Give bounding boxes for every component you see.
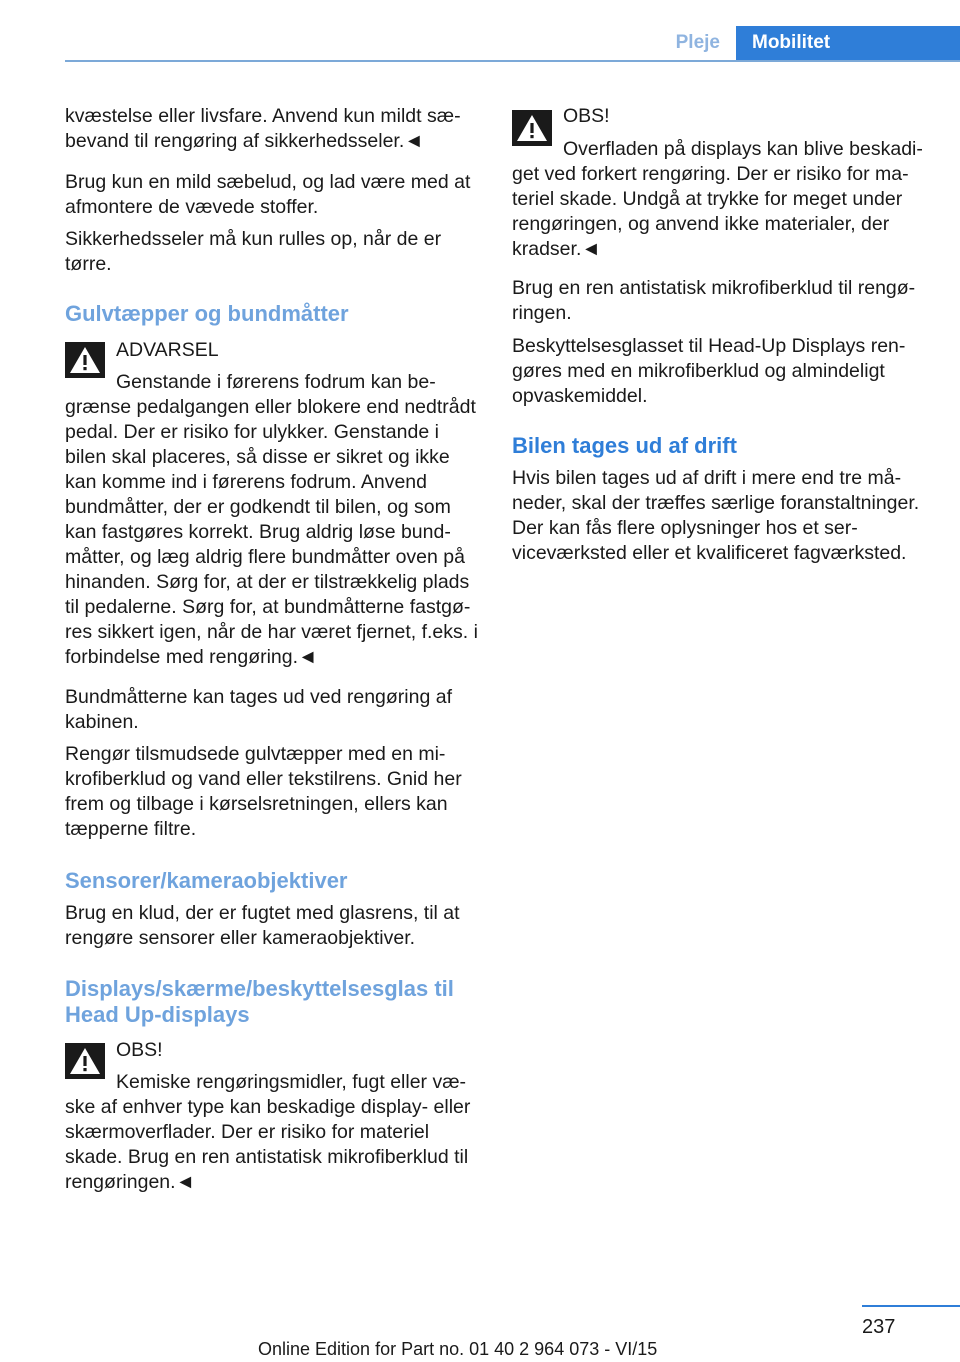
paragraph-remove-mats: Bundmåtterne kan tages ud ved rengøring af kabinen.: [65, 686, 452, 733]
caution-label-obs: OBS!: [563, 105, 610, 127]
caution-label-obs: OBS!: [116, 1039, 163, 1061]
paragraph-mild-soap: Brug kun en mild sæbelud, og lad være med at afmontere de vævede stoffer.: [65, 171, 471, 218]
paragraph-protective-glass: Beskyttelsesglasset til Head-Up Displays rengøres med en mikrofiberklud og almindeligt opvaskemiddel.: [512, 335, 906, 407]
footer-rule: [862, 1305, 960, 1307]
edition-footer: Online Edition for Part no. 01 40 2 964 073 - VI/15: [258, 1339, 658, 1359]
heading-floor-mats: Gulvtæpper og bundmåtter: [65, 301, 349, 326]
heading-displays: Displays/skærme/beskyttelsesglas til Head Up-displays: [65, 976, 454, 1027]
caution-text-displays: Kemiske rengøringsmidler, fugt eller væske af enhver type kan beskadige display- eller skærmoverflader. Der er risiko for materiel skade. Brug en ren antistatisk mikrofiberklud til rengøringen.◄: [65, 1071, 471, 1193]
paragraph-seatbelt-warning-end: kvæstelse eller livsfare. Anvend kun mildt sæbevand til rengøring af sikkerhedsseler.◄: [65, 105, 461, 152]
paragraph-clean-carpets: Rengør tilsmudsede gulvtæpper med en mikrofiberklud og vand eller tekstilrens. Gnid her frem og tilbage i kørselsretningen, ellers kan tæpperne filtre.: [65, 743, 462, 840]
caution-text-surface: Overfladen på displays kan blive beskadiget ved forkert rengøring. Der er risiko for materiel skade. Undgå at trykke for meget under rengøringen, og anvend ikke materialer, der kradser.◄: [512, 138, 923, 260]
heading-sensors: Sensorer/kameraobjektiver: [65, 868, 348, 893]
heading-decommission: Bilen tages ud af drift: [512, 433, 737, 458]
page-number: 237: [862, 1316, 896, 1338]
header-tab-pleje[interactable]: Pleje: [675, 32, 720, 53]
header-tab-mobilitet[interactable]: Mobilitet: [736, 26, 960, 62]
paragraph-antistatic-cloth: Brug en ren antistatisk mikrofiberklud til rengøringen.: [512, 277, 916, 324]
header-rule: [65, 60, 960, 62]
paragraph-decommission: Hvis bilen tages ud af drift i mere end tre måneder, skal der træffes særlige foranstaltninger. Der kan fås flere oplysninger hos et serviceværksted eller et kvalificeret fagværksted.: [512, 467, 920, 564]
paragraph-sensors: Brug en klud, der er fugtet med glasrens, til at rengøre sensorer eller kameraobjektiver.: [65, 902, 460, 949]
paragraph-roll-up: Sikkerhedsseler må kun rulles op, når de er tørre.: [65, 228, 442, 275]
warning-text-floor-mats: Genstande i førerens fodrum kan begrænse pedalgangen eller blokere end nedtrådt pedal. Der er risiko for ulykker. Genstande i bilen skal placeres, så disse er sikret og ikke kan komme ind i førerens fodrum. Anvend bundmåtter, der er godkendt til bilen, og som kan fastgøres korrekt. Brug aldrig løse bundmåtter, og læg aldrig flere bundmåtter oven på hinanden. Sørg for, at der er tilstrækkelig plads til pedalerne. Sørg for, at bundmåtterne fastgøres sikkert igen, når de har været fjernet, f.eks. i forbindelse med rengøring.◄: [65, 371, 478, 668]
warning-label-advarsel: ADVARSEL: [116, 339, 219, 361]
